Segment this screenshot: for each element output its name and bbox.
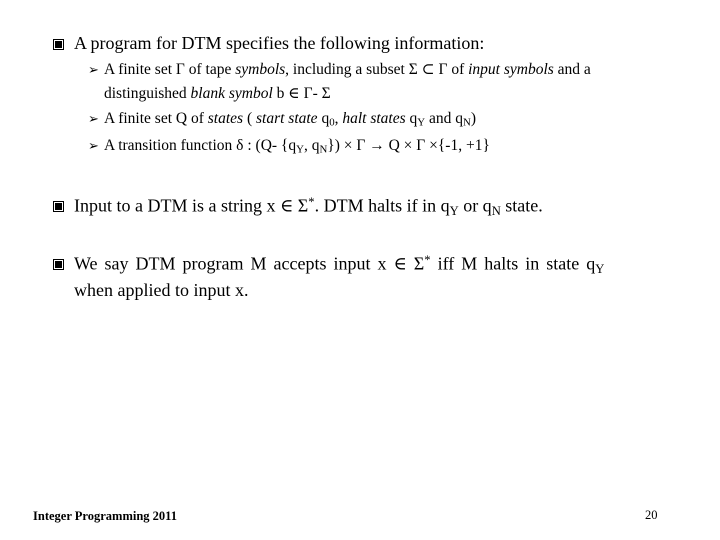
square-bullet-icon bbox=[53, 259, 64, 270]
arrow-bullet-icon: ➢ bbox=[88, 139, 99, 154]
sub-bullet-transition: ➢ A transition function δ : (Q- {$q_Y$, $q_N\}) \times \Gamma \to Q \times \Gamma \times\{-1$, +1} bbox=[88, 137, 490, 156]
sub-bullet-tape-symbols: ➢ A finite set Γ of tape symbols, including a subset Σ ⊂ Γ of input symbols and a bbox=[88, 61, 591, 78]
bullet-1-text: A program for DTM specifies the following information: bbox=[74, 33, 485, 53]
sub-bullet-tape-symbols-cont: distinguished blank symbol b ∈ Γ- Σ bbox=[104, 85, 331, 102]
arrow-bullet-icon: ➢ bbox=[88, 63, 99, 78]
arrow-bullet-icon: ➢ bbox=[88, 112, 99, 127]
square-bullet-icon bbox=[53, 201, 64, 212]
bullet-2-text: Input to a DTM is a string x ∈ Σ*. DTM halts if in $q_Y$ or $q_N$ state. bbox=[74, 195, 543, 218]
square-bullet-icon bbox=[53, 39, 64, 50]
sub-bullet-states: ➢ A finite set Q of states ( start state $q_0$, halt states $q_Y$ and $q_N$) bbox=[88, 110, 477, 129]
page-number: 20 bbox=[645, 508, 658, 522]
footer-title: Integer Programming 2011 bbox=[33, 509, 177, 523]
bullet-3-text: We say DTM program M accepts input x ∈ Σ* iff M halts in state $q_Y$ bbox=[74, 253, 605, 276]
bullet-3-text-cont: when applied to input x. bbox=[74, 280, 249, 300]
